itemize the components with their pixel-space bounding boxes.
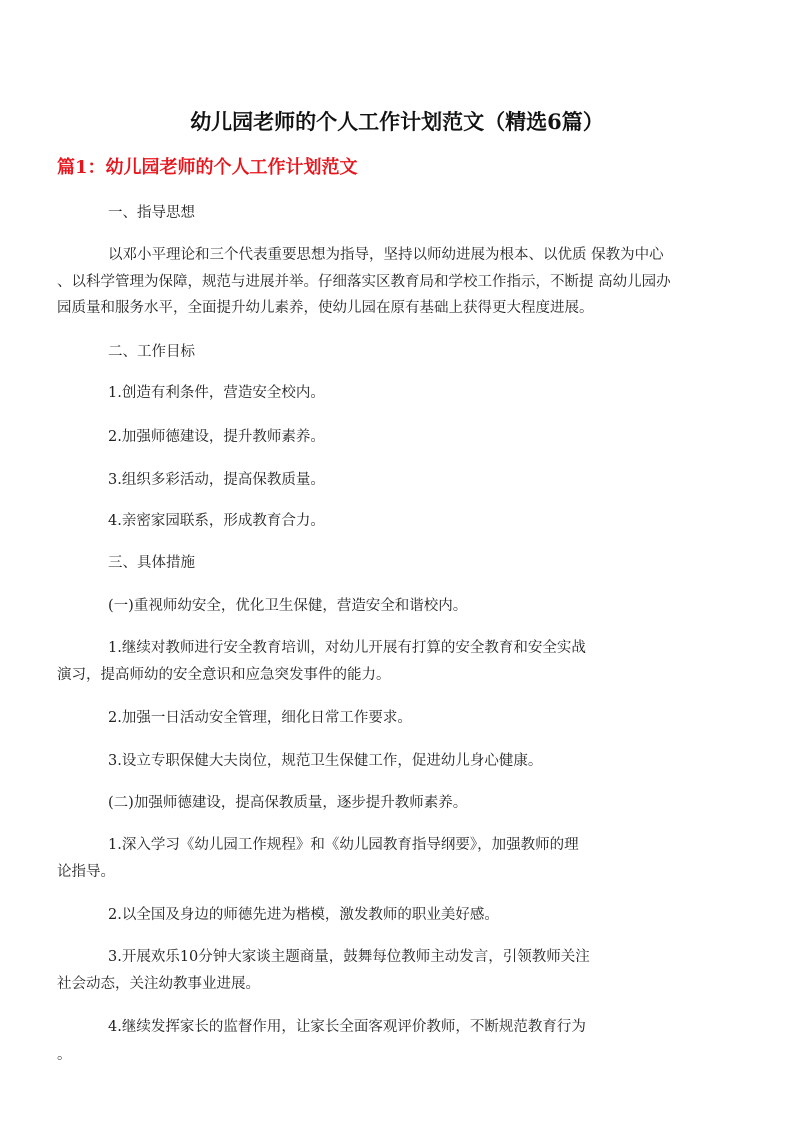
list-item: 1.创造有利条件，营造安全校内。: [108, 385, 325, 401]
paragraph-line: 、以科学管理为保障，规范与进展并举。仔细落实区教育局和学校工作指示，不断提 高幼儿园办: [57, 274, 671, 290]
list-item: 1.继续对教师进行安全教育培训，对幼儿开展有打算的安全教育和安全实战: [108, 640, 586, 656]
list-item: 2.加强师德建设，提升教师素养。: [108, 429, 325, 445]
section-heading: 篇1：幼儿园老师的个人工作计划范文: [57, 157, 358, 178]
heading-work-goals: 二、工作目标: [108, 344, 195, 360]
heading-guiding-ideology: 一、指导思想: [108, 205, 195, 221]
list-item: 2.加强一日活动安全管理，细化日常工作要求。: [108, 710, 412, 726]
paragraph-line: 园质量和服务水平，全面提升幼儿素养，使幼儿园在原有基础上获得更大程度进展。: [57, 300, 594, 316]
list-item: 3.设立专职保健大夫岗位，规范卫生保健工作，促进幼儿身心健康。: [108, 753, 543, 769]
list-item: 1.深入学习《幼儿园工作规程》和《幼儿园教育指导纲要》，加强教师的理: [108, 837, 579, 853]
list-item: 3.组织多彩活动，提高保教质量。: [108, 472, 325, 488]
list-item: 4.亲密家园联系，形成教育合力。: [108, 513, 325, 529]
subheading: (二)加强师德建设，提高保教质量，逐步提升教师素养。: [108, 795, 468, 811]
list-item-continuation: 。: [57, 1047, 72, 1063]
list-item-continuation: 论指导。: [57, 864, 115, 880]
list-item-continuation: 社会动态，关注幼教事业进展。: [57, 976, 260, 992]
paragraph-line: 以邓小平理论和三个代表重要思想为指导，坚持以师幼进展为根本、以优质 保教为中心: [108, 247, 664, 263]
subheading: (一)重视师幼安全，优化卫生保健，营造安全和谐校内。: [108, 598, 468, 614]
document-title: 幼儿园老师的个人工作计划范文（精选6篇）: [190, 109, 604, 134]
list-item: 2.以全国及身边的师德先进为楷模，激发教师的职业美好感。: [108, 907, 499, 923]
list-item-continuation: 演习，提高师幼的安全意识和应急突发事件的能力。: [57, 667, 391, 683]
list-item: 4.继续发挥家长的监督作用，让家长全面客观评价教师，不断规范教育行为: [108, 1019, 586, 1035]
list-item: 3.开展欢乐10分钟大家谈主题商量，鼓舞每位教师主动发言，引领教师关注: [108, 949, 590, 965]
heading-measures: 三、具体措施: [108, 555, 195, 571]
